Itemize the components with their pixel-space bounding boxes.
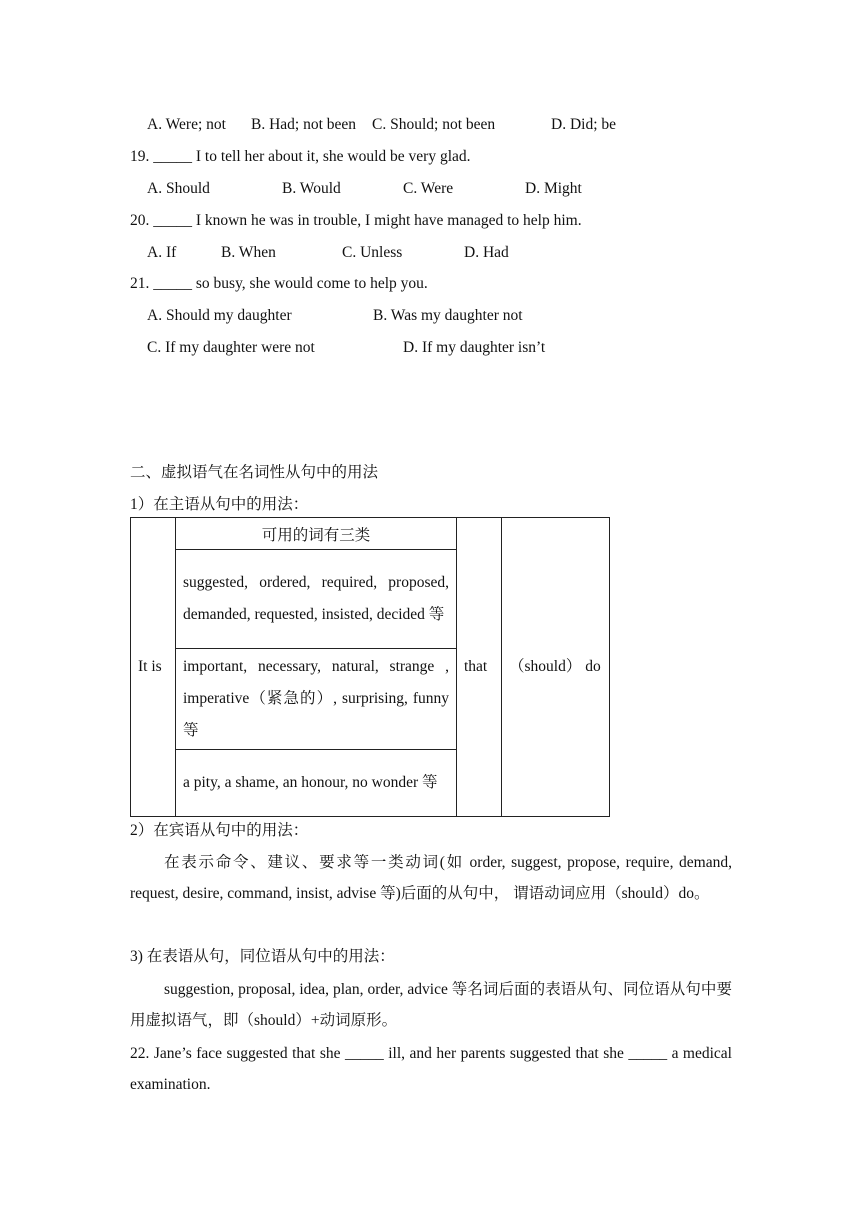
q20-option-b: B. When — [221, 244, 276, 261]
q18-option-c: C. Should; not been — [372, 116, 496, 133]
q18-option-a: A. Were; not — [147, 116, 226, 133]
q20-stem: 20. _____ I known he was in trouble, I might have managed to help him. — [130, 212, 582, 229]
q21-stem: 21. _____ so busy, she would come to help you. — [130, 275, 428, 292]
q22-stem: 22. Jane’s face suggested that she _____ ill, and her parents suggested that she _____ a medical examination. — [130, 1045, 732, 1093]
q20-option-d: D. Had — [464, 244, 509, 261]
q18-option-d: D. Did; be — [551, 116, 617, 133]
table-row-nouns: a pity, a shame, an honour, no wonder 等 — [176, 750, 457, 817]
q21-option-c: C. If my daughter were not — [147, 339, 315, 356]
q19-option-a: A. Should — [147, 180, 210, 197]
table-row-adjectives: important, necessary, natural, strange , imperative（紧急的）, surprising, funny 等 — [176, 649, 457, 750]
q19-option-c: C. Were — [403, 180, 454, 197]
section-heading: 二、虚拟语气在名词性从句中的用法 — [130, 464, 379, 481]
q20-option-a: A. If — [147, 244, 177, 261]
subsection-3-text: suggestion, proposal, idea, plan, order, advice 等名词后面的表语从句、同位语从句中要用虚拟语气，即（should）+动词原形。 — [130, 981, 732, 1029]
q18-option-b: B. Had; not been — [251, 116, 357, 133]
subsection-2-text: 在表示命令、建议、要求等一类动词(如 order, suggest, propose, require, demand, request, desire, command, insist, advise 等)后面的从句中， 谓语动词应用（should）do。 — [130, 854, 732, 902]
q21-option-a: A. Should my daughter — [147, 307, 292, 324]
q19-option-d: D. Might — [525, 180, 582, 197]
subsection-3-title: 3) 在表语从句，同位语从句中的用法： — [130, 948, 395, 965]
q21-option-d: D. If my daughter isn’t — [403, 339, 546, 356]
q20-option-c: C. Unless — [342, 244, 403, 261]
table-row-verbs: suggested, ordered, required, proposed, demanded, requested, insisted, decided 等 — [176, 550, 457, 649]
q19-stem: 19. _____ I to tell her about it, she would be very glad. — [130, 148, 471, 165]
table-cell-that: that — [457, 518, 502, 817]
table-header: 可用的词有三类 — [176, 518, 457, 550]
q21-option-b: B. Was my daughter not — [373, 307, 523, 324]
q19-option-b: B. Would — [282, 180, 341, 197]
subject-clause-table — [130, 517, 610, 817]
table-cell-it-is: It is — [131, 518, 176, 817]
table-cell-should-do: （should） do — [502, 518, 610, 817]
subsection-2-title: 2）在宾语从句中的用法： — [130, 822, 309, 839]
subsection-1-title: 1）在主语从句中的用法： — [130, 496, 309, 513]
